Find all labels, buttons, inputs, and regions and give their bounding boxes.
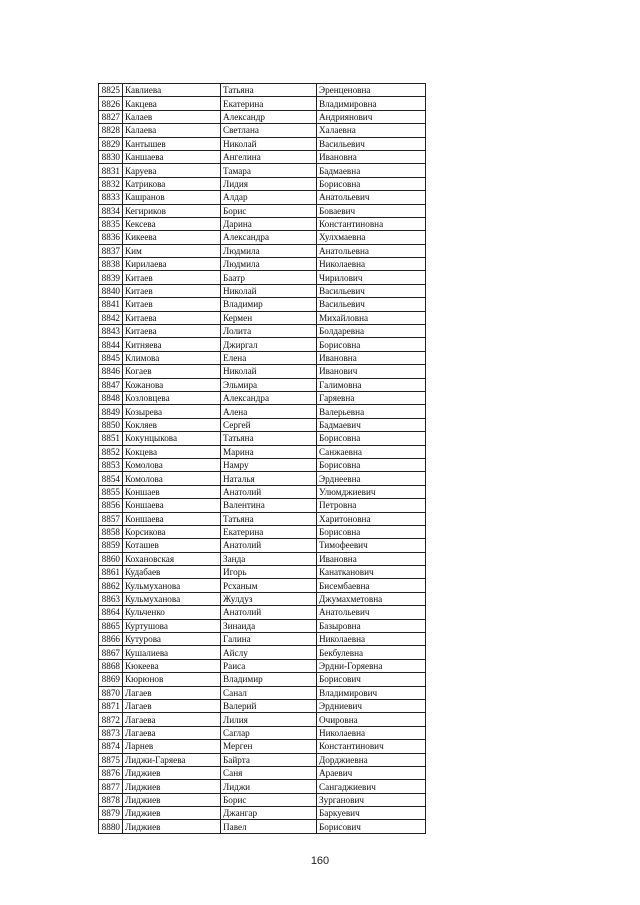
last-name-cell: Ларнев <box>123 740 221 753</box>
patronymic-cell: Эрднеевна <box>317 472 426 485</box>
last-name-cell: Кожанова <box>123 378 221 391</box>
table-row <box>99 445 426 458</box>
first-name-cell: Санал <box>221 686 317 699</box>
table-row <box>99 807 426 820</box>
first-name-cell: Галина <box>221 633 317 646</box>
row-number-cell: 8875 <box>99 753 123 766</box>
table-row <box>99 485 426 498</box>
last-name-cell: Кульмуханова <box>123 579 221 592</box>
table-row <box>99 659 426 672</box>
row-number-cell: 8867 <box>99 646 123 659</box>
last-name-cell: Кокунцыкова <box>123 432 221 445</box>
first-name-cell: Ангелина <box>221 150 317 163</box>
last-name-cell: Китаев <box>123 284 221 297</box>
table-row <box>99 191 426 204</box>
first-name-cell: Александра <box>221 391 317 404</box>
patronymic-cell: Канатканович <box>317 566 426 579</box>
last-name-cell: Кушалиева <box>123 646 221 659</box>
table-row <box>99 418 426 431</box>
first-name-cell: Намру <box>221 458 317 471</box>
row-number-cell: 8844 <box>99 338 123 351</box>
table-row <box>99 365 426 378</box>
table-row <box>99 137 426 150</box>
patronymic-cell: Борисовна <box>317 432 426 445</box>
last-name-cell: Коншаев <box>123 485 221 498</box>
patronymic-cell: Халаевна <box>317 124 426 137</box>
first-name-cell: Владимир <box>221 673 317 686</box>
patronymic-cell: Константинович <box>317 740 426 753</box>
table-row <box>99 231 426 244</box>
row-number-cell: 8855 <box>99 485 123 498</box>
patronymic-cell: Борисович <box>317 820 426 833</box>
patronymic-cell: Эренценовна <box>317 84 426 97</box>
last-name-cell: Каруева <box>123 164 221 177</box>
last-name-cell: Кульченко <box>123 606 221 619</box>
last-name-cell: Лагаева <box>123 713 221 726</box>
table-row <box>99 499 426 512</box>
table-row <box>99 391 426 404</box>
patronymic-cell: Зурганович <box>317 793 426 806</box>
table-row <box>99 311 426 324</box>
first-name-cell: Эльмира <box>221 378 317 391</box>
last-name-cell: Кирилаева <box>123 258 221 271</box>
row-number-cell: 8850 <box>99 418 123 431</box>
patronymic-cell: Эрдниевич <box>317 699 426 712</box>
table-row <box>99 539 426 552</box>
table-row <box>99 124 426 137</box>
row-number-cell: 8849 <box>99 405 123 418</box>
table-row <box>99 766 426 779</box>
patronymic-cell: Ивановна <box>317 552 426 565</box>
row-number-cell: 8858 <box>99 525 123 538</box>
row-number-cell: 8845 <box>99 351 123 364</box>
patronymic-cell: Бекбулевна <box>317 646 426 659</box>
table-row <box>99 284 426 297</box>
patronymic-cell: Николаевна <box>317 633 426 646</box>
table-row <box>99 753 426 766</box>
row-number-cell: 8861 <box>99 566 123 579</box>
patronymic-cell: Чирилович <box>317 271 426 284</box>
last-name-cell: Комолова <box>123 472 221 485</box>
table-row <box>99 258 426 271</box>
row-number-cell: 8838 <box>99 258 123 271</box>
patronymic-cell: Боваевич <box>317 204 426 217</box>
row-number-cell: 8829 <box>99 137 123 150</box>
first-name-cell: Лолита <box>221 325 317 338</box>
row-number-cell: 8866 <box>99 633 123 646</box>
last-name-cell: Кашранов <box>123 191 221 204</box>
table-row <box>99 699 426 712</box>
patronymic-cell: Улюмджиевич <box>317 485 426 498</box>
table-row <box>99 177 426 190</box>
table-row <box>99 780 426 793</box>
first-name-cell: Алдар <box>221 191 317 204</box>
first-name-cell: Баатр <box>221 271 317 284</box>
patronymic-cell: Петровна <box>317 499 426 512</box>
patronymic-cell: Гаряевна <box>317 391 426 404</box>
first-name-cell: Саня <box>221 766 317 779</box>
first-name-cell: Татьяна <box>221 84 317 97</box>
table-row <box>99 740 426 753</box>
first-name-cell: Тамара <box>221 164 317 177</box>
row-number-cell: 8839 <box>99 271 123 284</box>
first-name-cell: Анатолий <box>221 539 317 552</box>
last-name-cell: Китаев <box>123 271 221 284</box>
patronymic-cell: Васильевич <box>317 284 426 297</box>
patronymic-cell: Борисович <box>317 673 426 686</box>
patronymic-cell: Джумахметовна <box>317 592 426 605</box>
row-number-cell: 8833 <box>99 191 123 204</box>
patronymic-cell: Анатольевна <box>317 244 426 257</box>
table-row <box>99 686 426 699</box>
table-row <box>99 472 426 485</box>
patronymic-cell: Болдаревна <box>317 325 426 338</box>
first-name-cell: Зинаида <box>221 619 317 632</box>
first-name-cell: Лидия <box>221 177 317 190</box>
patronymic-cell: Ивановна <box>317 150 426 163</box>
row-number-cell: 8854 <box>99 472 123 485</box>
first-name-cell: Марина <box>221 445 317 458</box>
row-number-cell: 8871 <box>99 699 123 712</box>
first-name-cell: Борис <box>221 793 317 806</box>
last-name-cell: Когаев <box>123 365 221 378</box>
first-name-cell: Жулдуз <box>221 592 317 605</box>
row-number-cell: 8863 <box>99 592 123 605</box>
first-name-cell: Мерген <box>221 740 317 753</box>
table-row <box>99 405 426 418</box>
last-name-cell: Лиджиев <box>123 766 221 779</box>
row-number-cell: 8830 <box>99 150 123 163</box>
first-name-cell: Занда <box>221 552 317 565</box>
table-row <box>99 378 426 391</box>
last-name-cell: Козырева <box>123 405 221 418</box>
last-name-cell: Ким <box>123 244 221 257</box>
row-number-cell: 8856 <box>99 499 123 512</box>
last-name-cell: Лиджиев <box>123 820 221 833</box>
data-table <box>98 83 426 834</box>
last-name-cell: Кантышев <box>123 137 221 150</box>
row-number-cell: 8877 <box>99 780 123 793</box>
row-number-cell: 8865 <box>99 619 123 632</box>
table-row <box>99 432 426 445</box>
row-number-cell: 8841 <box>99 298 123 311</box>
table-row <box>99 646 426 659</box>
first-name-cell: Игорь <box>221 566 317 579</box>
page-number: 160 <box>310 855 330 867</box>
first-name-cell: Анатолий <box>221 606 317 619</box>
row-number-cell: 8851 <box>99 432 123 445</box>
table-row <box>99 633 426 646</box>
first-name-cell: Владимир <box>221 298 317 311</box>
last-name-cell: Лиджиев <box>123 780 221 793</box>
row-number-cell: 8834 <box>99 204 123 217</box>
row-number-cell: 8857 <box>99 512 123 525</box>
row-number-cell: 8852 <box>99 445 123 458</box>
row-number-cell: 8876 <box>99 766 123 779</box>
patronymic-cell: Константиновна <box>317 217 426 230</box>
first-name-cell: Людмила <box>221 244 317 257</box>
last-name-cell: Климова <box>123 351 221 364</box>
row-number-cell: 8874 <box>99 740 123 753</box>
patronymic-cell: Очировна <box>317 713 426 726</box>
first-name-cell: Екатерина <box>221 97 317 110</box>
last-name-cell: Куртушова <box>123 619 221 632</box>
table-row <box>99 244 426 257</box>
table-row <box>99 673 426 686</box>
first-name-cell: Екатерина <box>221 525 317 538</box>
first-name-cell: Саглар <box>221 726 317 739</box>
row-number-cell: 8825 <box>99 84 123 97</box>
first-name-cell: Николай <box>221 365 317 378</box>
table-row <box>99 110 426 123</box>
first-name-cell: Рсханым <box>221 579 317 592</box>
last-name-cell: Калаев <box>123 110 221 123</box>
table-row <box>99 820 426 833</box>
first-name-cell: Анатолий <box>221 485 317 498</box>
patronymic-cell: Михайловна <box>317 311 426 324</box>
patronymic-cell: Тимофеевич <box>317 539 426 552</box>
first-name-cell: Николай <box>221 137 317 150</box>
patronymic-cell: Хулхмаевна <box>317 231 426 244</box>
patronymic-cell: Санжаевна <box>317 445 426 458</box>
patronymic-cell: Анатольевич <box>317 606 426 619</box>
row-number-cell: 8859 <box>99 539 123 552</box>
patronymic-cell: Борисовна <box>317 177 426 190</box>
row-number-cell: 8860 <box>99 552 123 565</box>
row-number-cell: 8847 <box>99 378 123 391</box>
table-row <box>99 84 426 97</box>
row-number-cell: 8840 <box>99 284 123 297</box>
first-name-cell: Людмила <box>221 258 317 271</box>
table-row <box>99 97 426 110</box>
patronymic-cell: Эрдни-Горяевна <box>317 659 426 672</box>
first-name-cell: Лиджи <box>221 780 317 793</box>
last-name-cell: Комолова <box>123 458 221 471</box>
last-name-cell: Китаева <box>123 311 221 324</box>
row-number-cell: 8828 <box>99 124 123 137</box>
row-number-cell: 8827 <box>99 110 123 123</box>
patronymic-cell: Ивановна <box>317 351 426 364</box>
patronymic-cell: Бадмаевич <box>317 418 426 431</box>
first-name-cell: Лилия <box>221 713 317 726</box>
row-number-cell: 8848 <box>99 391 123 404</box>
last-name-cell: Кокляев <box>123 418 221 431</box>
patronymic-cell: Анатольевич <box>317 191 426 204</box>
last-name-cell: Кохановская <box>123 552 221 565</box>
table-body <box>99 84 426 834</box>
last-name-cell: Кавлиева <box>123 84 221 97</box>
last-name-cell: Кюкеева <box>123 659 221 672</box>
first-name-cell: Алена <box>221 405 317 418</box>
last-name-cell: Кудабаев <box>123 566 221 579</box>
first-name-cell: Борис <box>221 204 317 217</box>
patronymic-cell: Харитоновна <box>317 512 426 525</box>
patronymic-cell: Валерьевна <box>317 405 426 418</box>
first-name-cell: Павел <box>221 820 317 833</box>
patronymic-cell: Владимирович <box>317 686 426 699</box>
last-name-cell: Лагаев <box>123 699 221 712</box>
first-name-cell: Татьяна <box>221 432 317 445</box>
last-name-cell: Китаева <box>123 325 221 338</box>
row-number-cell: 8832 <box>99 177 123 190</box>
table-row <box>99 298 426 311</box>
first-name-cell: Николай <box>221 284 317 297</box>
last-name-cell: Кульмуханова <box>123 592 221 605</box>
row-number-cell: 8869 <box>99 673 123 686</box>
row-number-cell: 8873 <box>99 726 123 739</box>
row-number-cell: 8835 <box>99 217 123 230</box>
row-number-cell: 8878 <box>99 793 123 806</box>
last-name-cell: Каншаева <box>123 150 221 163</box>
table-row <box>99 726 426 739</box>
patronymic-cell: Андриянович <box>317 110 426 123</box>
last-name-cell: Кексева <box>123 217 221 230</box>
table-row <box>99 271 426 284</box>
row-number-cell: 8872 <box>99 713 123 726</box>
table-row <box>99 150 426 163</box>
row-number-cell: 8831 <box>99 164 123 177</box>
first-name-cell: Светлана <box>221 124 317 137</box>
last-name-cell: Кюрюнов <box>123 673 221 686</box>
row-number-cell: 8862 <box>99 579 123 592</box>
first-name-cell: Наталья <box>221 472 317 485</box>
table-row <box>99 512 426 525</box>
patronymic-cell: Борисовна <box>317 338 426 351</box>
table-row <box>99 592 426 605</box>
first-name-cell: Валентина <box>221 499 317 512</box>
table-row <box>99 619 426 632</box>
row-number-cell: 8836 <box>99 231 123 244</box>
table-row <box>99 458 426 471</box>
patronymic-cell: Бадмаевна <box>317 164 426 177</box>
patronymic-cell: Галимовна <box>317 378 426 391</box>
last-name-cell: Китаев <box>123 298 221 311</box>
last-name-cell: Кикеева <box>123 231 221 244</box>
first-name-cell: Валерий <box>221 699 317 712</box>
patronymic-cell: Иванович <box>317 365 426 378</box>
table-row <box>99 566 426 579</box>
last-name-cell: Лагаев <box>123 686 221 699</box>
row-number-cell: 8880 <box>99 820 123 833</box>
last-name-cell: Коншаева <box>123 499 221 512</box>
patronymic-cell: Араевич <box>317 766 426 779</box>
patronymic-cell: Николаевна <box>317 726 426 739</box>
first-name-cell: Татьяна <box>221 512 317 525</box>
row-number-cell: 8842 <box>99 311 123 324</box>
row-number-cell: 8826 <box>99 97 123 110</box>
table-row <box>99 793 426 806</box>
first-name-cell: Дарина <box>221 217 317 230</box>
table-row <box>99 606 426 619</box>
table-row <box>99 338 426 351</box>
last-name-cell: Коншаева <box>123 512 221 525</box>
patronymic-cell: Сангаджиевич <box>317 780 426 793</box>
first-name-cell: Сергей <box>221 418 317 431</box>
first-name-cell: Раиса <box>221 659 317 672</box>
first-name-cell: Джиргал <box>221 338 317 351</box>
first-name-cell: Джангар <box>221 807 317 820</box>
last-name-cell: Корсикова <box>123 525 221 538</box>
last-name-cell: Коташев <box>123 539 221 552</box>
patronymic-cell: Владимировна <box>317 97 426 110</box>
patronymic-cell: Борисовна <box>317 525 426 538</box>
first-name-cell: Александра <box>221 231 317 244</box>
first-name-cell: Александр <box>221 110 317 123</box>
first-name-cell: Елена <box>221 351 317 364</box>
patronymic-cell: Николаевна <box>317 258 426 271</box>
patronymic-cell: Васильевич <box>317 137 426 150</box>
patronymic-cell: Базыровна <box>317 619 426 632</box>
last-name-cell: Козловцева <box>123 391 221 404</box>
row-number-cell: 8864 <box>99 606 123 619</box>
row-number-cell: 8868 <box>99 659 123 672</box>
table-row <box>99 164 426 177</box>
table-row <box>99 579 426 592</box>
first-name-cell: Кермен <box>221 311 317 324</box>
table-row <box>99 217 426 230</box>
row-number-cell: 8837 <box>99 244 123 257</box>
first-name-cell: Байрта <box>221 753 317 766</box>
table-row <box>99 525 426 538</box>
row-number-cell: 8846 <box>99 365 123 378</box>
table-row <box>99 325 426 338</box>
row-number-cell: 8879 <box>99 807 123 820</box>
row-number-cell: 8843 <box>99 325 123 338</box>
last-name-cell: Кокцева <box>123 445 221 458</box>
patronymic-cell: Васильевич <box>317 298 426 311</box>
last-name-cell: Лиджиев <box>123 807 221 820</box>
last-name-cell: Какцева <box>123 97 221 110</box>
table-row <box>99 204 426 217</box>
table-row <box>99 552 426 565</box>
first-name-cell: Айслу <box>221 646 317 659</box>
patronymic-cell: Дорджиевна <box>317 753 426 766</box>
last-name-cell: Кутурова <box>123 633 221 646</box>
last-name-cell: Китняева <box>123 338 221 351</box>
last-name-cell: Лиджи-Гаряева <box>123 753 221 766</box>
last-name-cell: Лиджиев <box>123 793 221 806</box>
patronymic-cell: Борисовна <box>317 458 426 471</box>
table-row <box>99 713 426 726</box>
row-number-cell: 8853 <box>99 458 123 471</box>
patronymic-cell: Бисембаевна <box>317 579 426 592</box>
row-number-cell: 8870 <box>99 686 123 699</box>
last-name-cell: Калаева <box>123 124 221 137</box>
table-row <box>99 351 426 364</box>
patronymic-cell: Баркуевич <box>317 807 426 820</box>
last-name-cell: Лагаева <box>123 726 221 739</box>
last-name-cell: Катрикова <box>123 177 221 190</box>
last-name-cell: Кегириков <box>123 204 221 217</box>
